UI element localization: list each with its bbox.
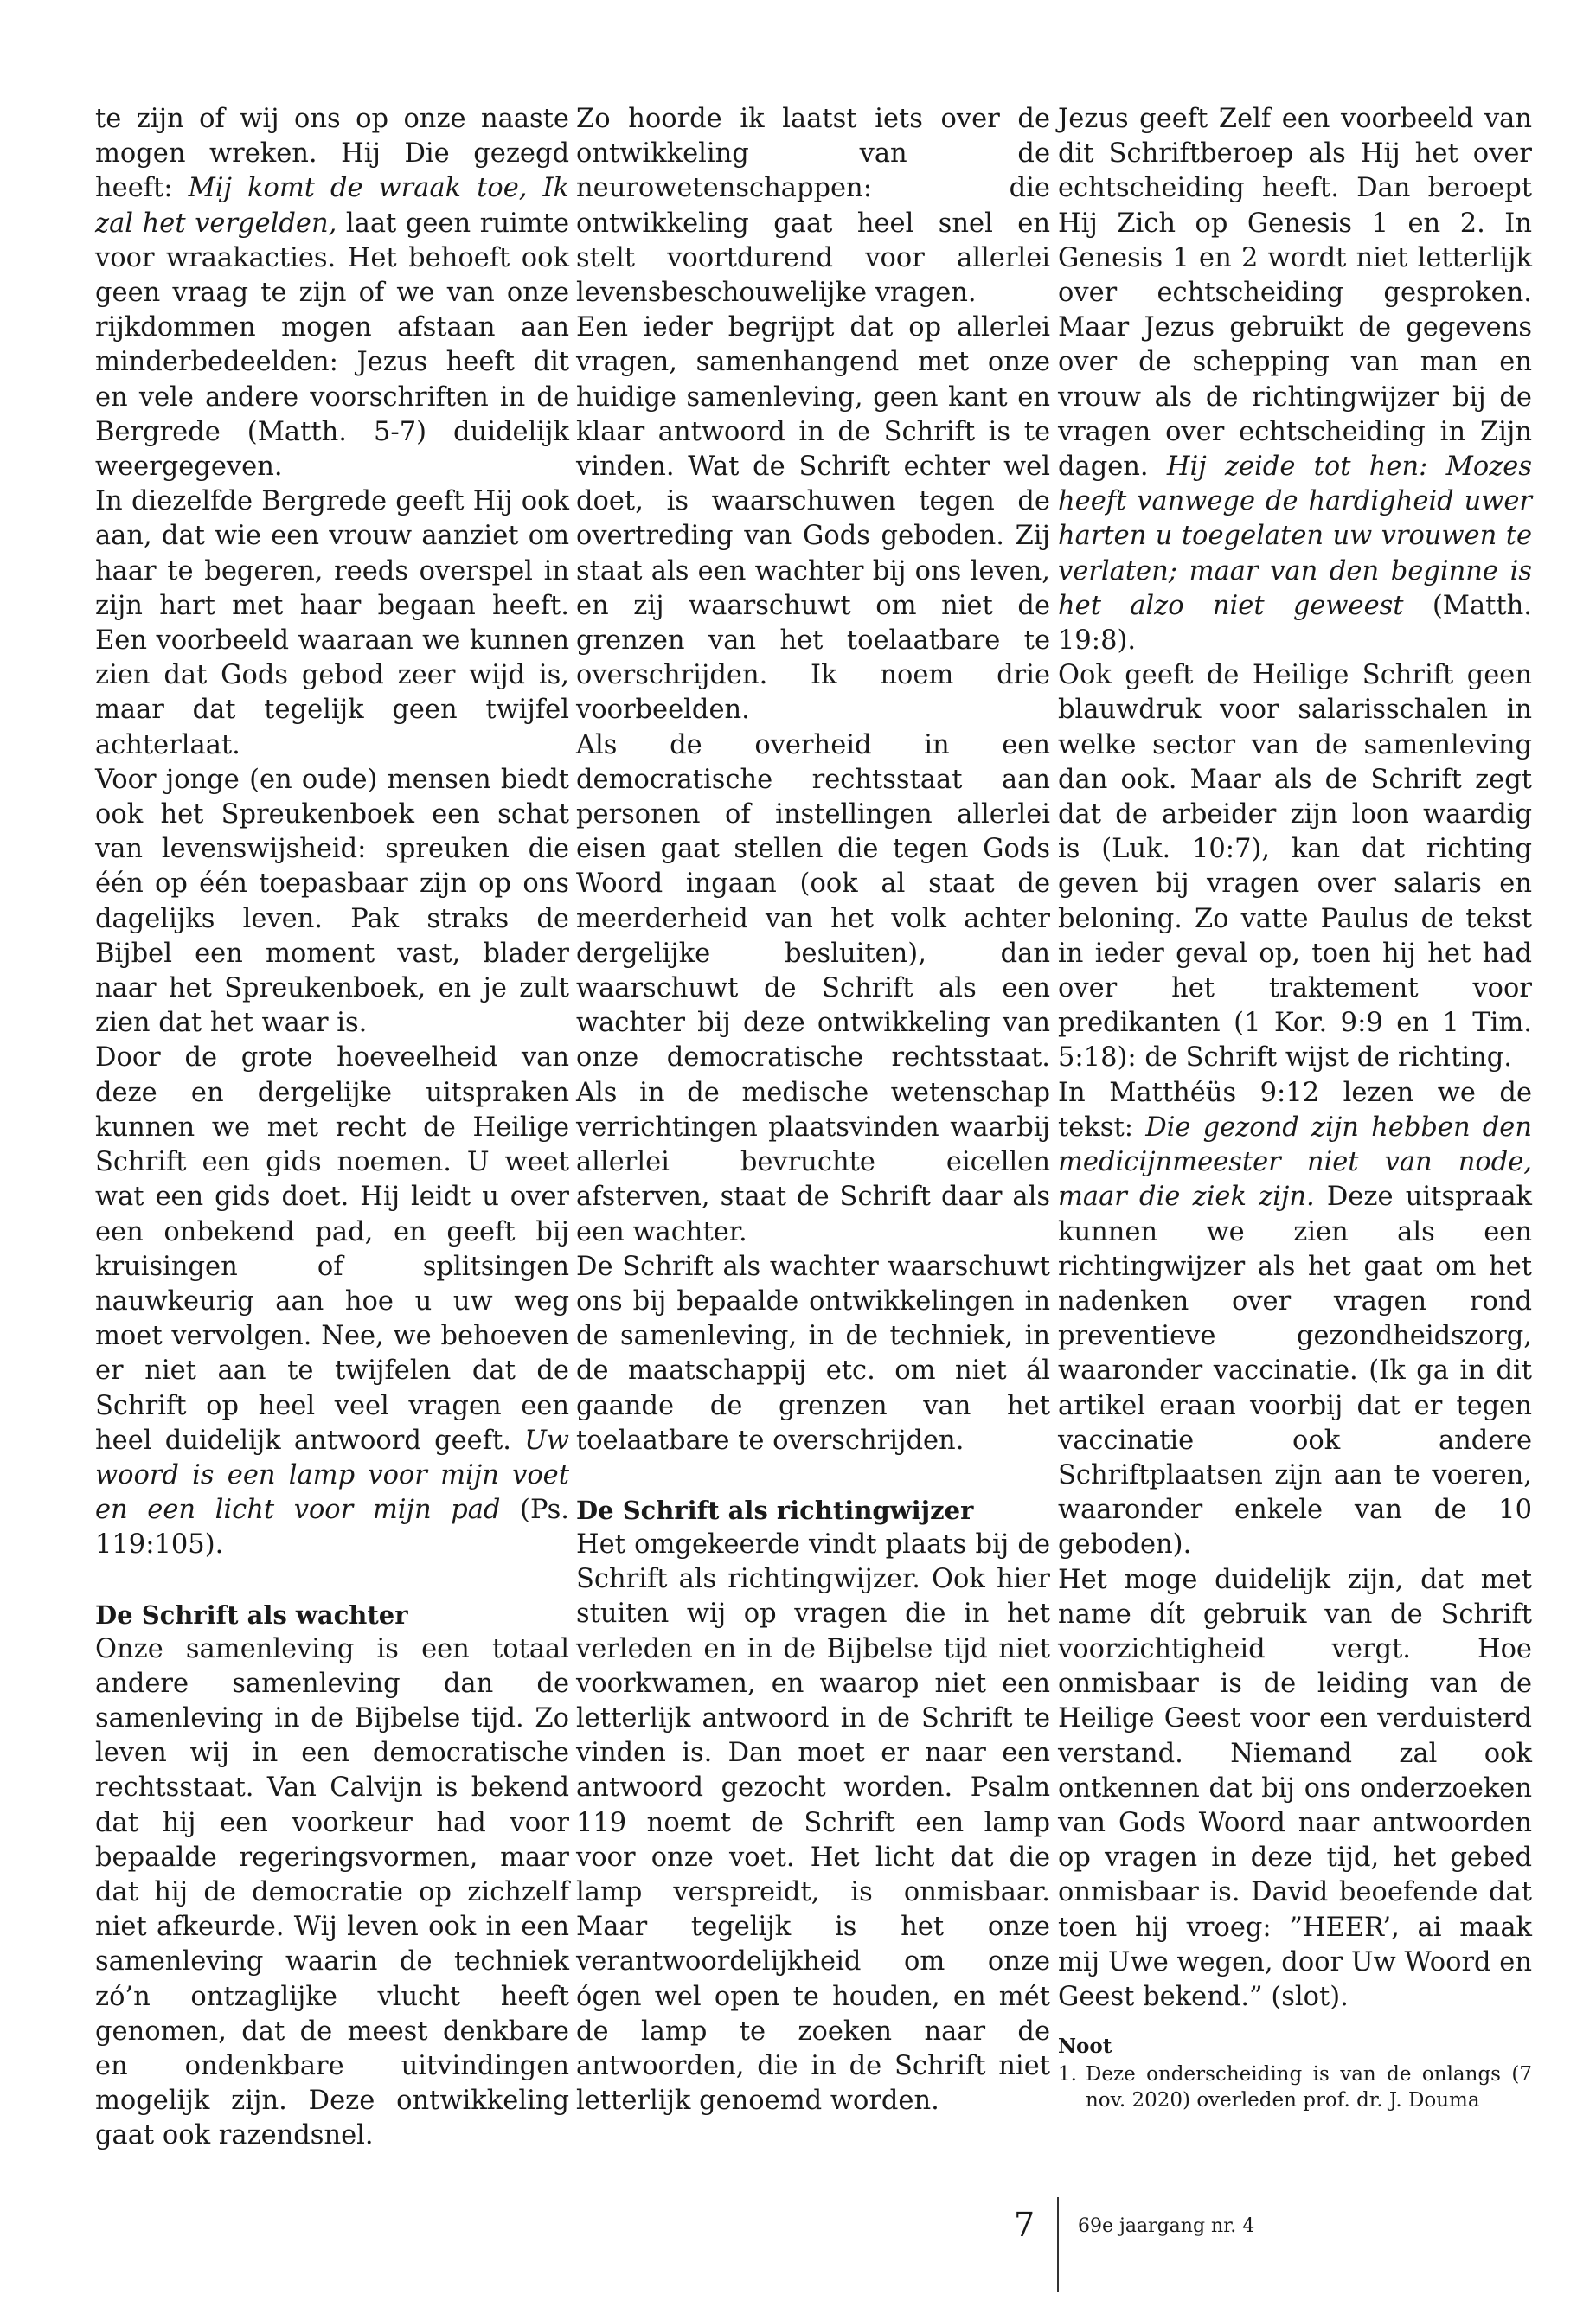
- page-number: 7: [1014, 2206, 1035, 2244]
- scripture-quote: Uw woord is een lamp voor mijn voet en een licht voor mijn pad: [95, 1425, 569, 1526]
- paragraph: Ook geeft de Heilige Schrift geen blauwdruk voor salarisschalen in welke sector van de samenleving dan ook. Maar als de Schrift zegt dat de arbeider zijn loon waardig is (Luk. 10:7), kan dat richting geven bij vragen over salaris en beloning. Zo vatte Paulus de tekst in ieder geval op, toen hij het had over het traktement voor predikanten (1 Kor. 9:9 en 1 Tim. 5:18): de Schrift wijst de richting.: [1058, 660, 1532, 1074]
- paragraph: Jezus geeft Zelf een voorbeeld van dit Schriftberoep als Hij het over echtscheiding heeft. Dan beroept Hij Zich op Genesis 1 en 2. In Genesis 1 en 2 wordt niet letterlijk over echtscheiding gesproken. Maar Jezus gebruikt de gegevens over de schepping van man en vrouw als de richtingwijzer bij de vragen over echtscheiding in Zijn dagen. Hij zeide tot hen: Mozes heeft vanwege de hardigheid uwer harten u toegelaten uw vrouwen te verlaten; maar van den beginne is het alzo niet geweest (Matth. 19:8).: [1058, 104, 1532, 657]
- paragraph: Voor jonge (en oude) mensen biedt ook het Spreukenboek een schat van levenswijsheid: spreuken die één op één toepasbaar zijn op ons dagelijks leven. Pak straks de Bijbel een moment vast, blader naar het Spreukenboek, en je zult zien dat het waar is.: [95, 764, 569, 1039]
- paragraph: Zo hoorde ik laatst iets over de ontwikkeling van de neurowetenschappen: die ontwikkeling gaat heel snel en stelt voortdurend voor allerlei levensbeschouwelijke vragen.: [576, 104, 1050, 309]
- paragraph: De Schrift als wachter waarschuwt ons bij bepaalde ontwikkelingen in de samenleving, in de techniek, in de maatschappij etc. om niet ál gaande de grenzen van het toelaatbare te overschrijden.: [576, 1251, 1050, 1456]
- column-1: [95, 102, 569, 2154]
- page-footer: [0, 2197, 1596, 2292]
- column-2: [576, 102, 1050, 2118]
- paragraph: Door de grote hoeveelheid van deze en dergelijke uitspraken kunnen we met recht de Heilige Schrift een gids noemen. U weet wat een gids doet. Hij leidt u over een onbekend pad, en geeft bij kruisingen of splitsingen nauwkeurig aan hoe u uw weg moet vervolgen. Nee, we behoeven er niet aan te twijfelen dat de Schrift op heel veel vragen een heel duidelijk antwoord geeft. Uw woord is een lamp voor mijn voet en een licht voor mijn pad (Ps. 119:105).: [95, 1042, 569, 1561]
- scripture-quote: Hij zeide tot hen: Mozes heeft vanwege de hardigheid uwer harten u toegelaten uw vrouwen te verlaten; maar van den beginne is het alzo niet geweest: [1058, 452, 1532, 621]
- paragraph: In diezelfde Bergrede geeft Hij ook aan, dat wie een vrouw aanziet om haar te begeren, reeds overspel in zijn hart met haar begaan heeft. Een voorbeeld waaraan we kunnen zien dat Gods gebod zeer wijd is, maar dat tegelijk geen twijfel achterlaat.: [95, 486, 569, 760]
- paragraph: In Matthéüs 9:12 lezen we de tekst: Die gezond zijn hebben den medicijnmeester niet van node, maar die ziek zijn. Deze uitspraak kunnen we zien als een richtingwijzer als het gaat om het nadenken over vragen rond preventieve gezondheidszorg, waaronder vaccinatie. (Ik ga in dit artikel eraan voorbij dat er tegen vaccinatie ook andere Schriftplaatsen zijn aan te voeren, waaronder enkele van de 10 geboden).: [1058, 1077, 1532, 1561]
- paragraph: Het omgekeerde vindt plaats bij de Schrift als richtingwijzer. Ook hier stuiten wij op vragen die in het verleden en in de Bijbelse tijd niet voorkwamen, en waarop niet een letterlijk antwoord in de Schrift te vinden is. Dan moet er naar een antwoord gezocht worden. Psalm 119 noemt de Schrift een lamp voor onze voet. Het licht dat die lamp verspreidt, is onmisbaar. Maar tegelijk is het onze verantwoordelijkheid om onze ógen wel open te houden, en mét de lamp te zoeken naar de antwoorden, die in de Schrift niet letterlijk genoemd worden.: [576, 1529, 1050, 2117]
- note-item: [1058, 2061, 1532, 2113]
- paragraph: Een ieder begrijpt dat op allerlei vragen, samenhangend met onze huidige samenleving, geen kant en klaar antwoord in de Schrift is te vinden. Wat de Schrift echter wel doet, is waarschuwen tegen de overtreding van Gods geboden. Zij staat als een wachter bij ons leven, en zij waarschuwt om niet de grenzen van het toelaatbare te overschrijden. Ik noem drie voorbeelden.: [576, 312, 1050, 726]
- journal-issue: 69e jaargang nr. 4: [1078, 2215, 1255, 2237]
- column-3: [1058, 102, 1532, 2113]
- footer-divider: [1057, 2197, 1059, 2292]
- paragraph: te zijn of wij ons op onze naaste mogen wreken. Hij Die gezegd heeft: Mij komt de wraak toe, Ik zal het vergelden, laat geen ruimte voor wraakacties. Het behoeft ook geen vraag te zijn of we van onze rijkdommen mogen afstaan aan minderbedeelden: Jezus heeft dit en vele andere voorschriften in de Bergrede (Matth. 5-7) duidelijk weergegeven.: [95, 104, 569, 483]
- scripture-quote: Die gezond zijn hebben den medicijnmeester niet van node, maar die ziek zijn.: [1058, 1112, 1532, 1213]
- paragraph: Als de overheid in een democratische rechtsstaat aan personen of instellingen allerlei eisen gaat stellen die tegen Gods Woord ingaan (ook al staat de meerderheid van het volk achter dergelijke besluiten), dan waarschuwt de Schrift als een wachter bij deze ontwikkeling van onze democratische rechtsstaat. Als in de medische wetenschap verrichtingen plaatsvinden waarbij allerlei bevruchte eicellen afsterven, staat de Schrift daar als een wachter.: [576, 729, 1050, 1247]
- note-title: Noot: [1058, 2035, 1112, 2059]
- note-text: Deze onderscheiding is van de onlangs (7 nov. 2020) overleden prof. dr. J. Douma: [1085, 2063, 1532, 2112]
- note-number: 1.: [1058, 2063, 1077, 2086]
- paragraph: Onze samenleving is een totaal andere samenleving dan de samenleving in de Bijbelse tijd. Zo leven wij in een democratische rechtsstaat. Van Calvijn is bekend dat hij een voorkeur had voor bepaalde regeringsvormen, maar dat hij de democratie op zichzelf niet afkeurde. Wij leven ook in een samenleving waarin de techniek zó’n ontzaglijke vlucht heeft genomen, dat de meest denkbare en ondenkbare uitvindingen mogelijk zijn. Deze ontwikkeling gaat ook razendsnel.: [95, 1633, 569, 2151]
- paragraph: Het moge duidelijk zijn, dat met name dít gebruik van de Schrift voorzichtigheid vergt. Hoe onmisbaar is de leiding van de Heilige Geest voor een verduisterd verstand. Niemand zal ook ontkennen dat bij ons onderzoeken van Gods Woord naar antwoorden op vragen in deze tijd, het gebed onmisbaar is. David beoefende dat toen hij vroeg: ”HEER’, ai maak mij Uwe wegen, door Uw Woord en Geest bekend.” (slot).: [1058, 1564, 1532, 2012]
- section-heading: De Schrift als wachter: [95, 1599, 408, 1630]
- section-heading: De Schrift als richtingwijzer: [576, 1495, 974, 1525]
- scripture-quote: Mij komt de wraak toe, Ik zal het vergelden,: [95, 173, 569, 239]
